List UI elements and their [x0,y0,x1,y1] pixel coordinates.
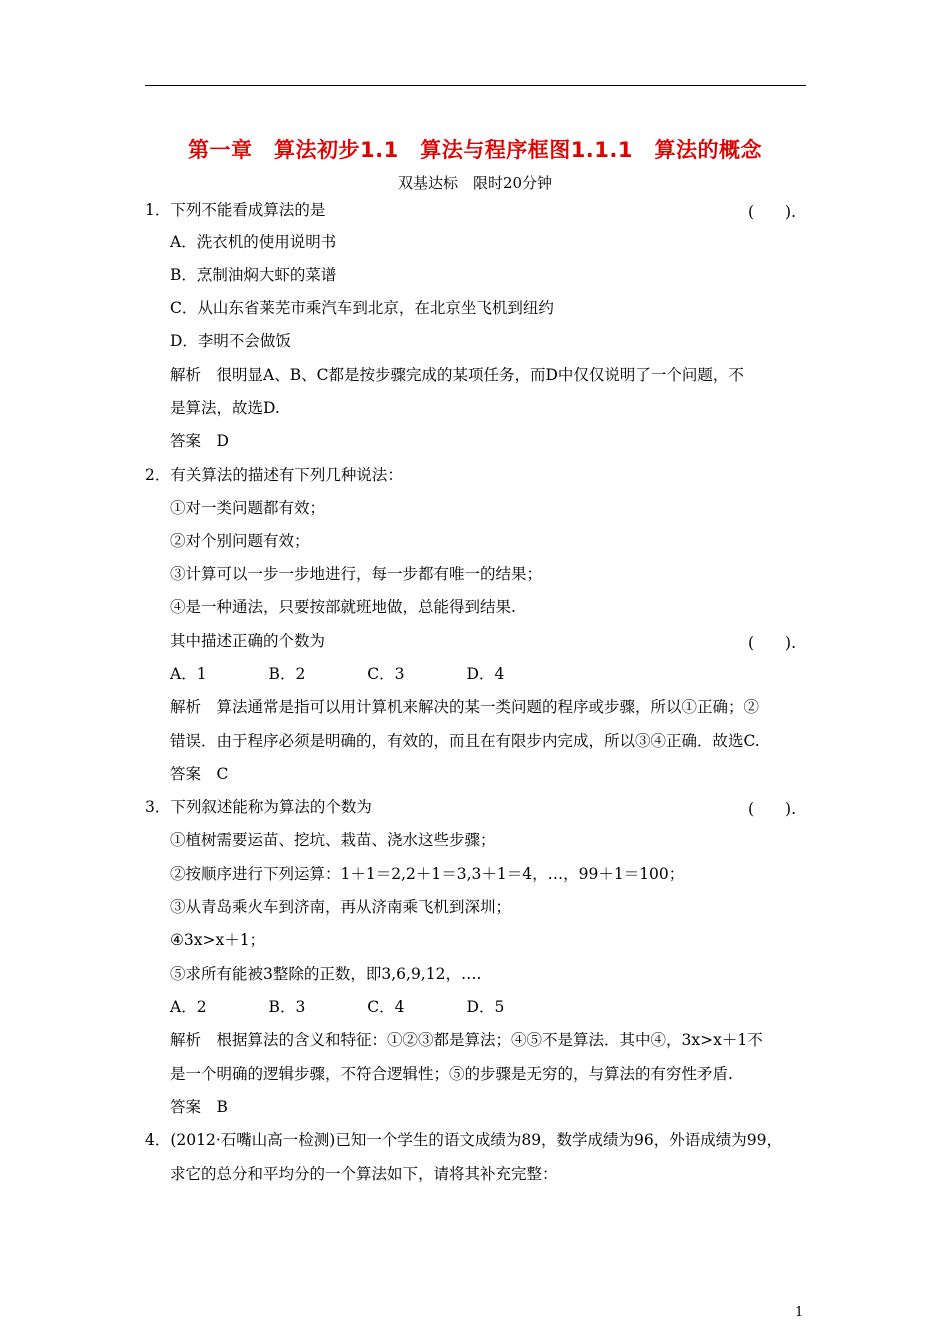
q3-statement-1: ①植树需要运苗、挖坑、栽苗、浇水这些步骤； [170,831,496,849]
q3-statement-5: ⑤求所有能被3整除的正数，即3,6,9,12，…. [170,965,482,983]
q1-analysis-cont: 是算法，故选D. [170,399,280,417]
q3-options: A．2 B．3 C．4 D．5 [170,998,505,1016]
q3-statement-3: ③从青岛乘火车到济南，再从济南乘飞机到深圳； [170,898,512,916]
q2-statement-3: ③计算可以一步一步地进行，每一步都有唯一的结果； [170,565,543,583]
q3-answer-blank: ( ). [748,800,797,818]
q2-analysis-cont: 错误．由于程序必须是明确的，有效的，而且在有限步内完成，所以③④正确．故选C. [170,732,760,750]
q2-analysis: 解析 算法通常是指可以用计算机来解决的某一类问题的程序或步骤，所以①正确；② [170,698,760,716]
q1-answer-blank: ( ). [748,203,797,221]
page-number: 1 [795,1305,804,1320]
q3-analysis-cont: 是一个明确的逻辑步骤，不符合逻辑性；⑤的步骤是无穷的，与算法的有穷性矛盾. [170,1065,733,1083]
question-4-cont: 求它的总分和平均分的一个算法如下，请将其补充完整： [170,1165,558,1183]
question-2: 2．有关算法的描述有下列几种说法： [145,466,403,484]
q1-answer: 答案 D [170,432,229,450]
q2-answer-blank: ( ). [748,634,797,652]
q1-option-d: D．李明不会做饭 [170,332,291,350]
q1-option-c: C．从山东省莱芜市乘汽车到北京，在北京坐飞机到纽约 [170,299,554,317]
q3-analysis: 解析 根据算法的含义和特征：①②③都是算法；④⑤不是算法．其中④，3x>x＋1不 [170,1031,763,1049]
q3-answer: 答案 B [170,1098,228,1116]
page-subtitle: 双基达标 限时20分钟 [397,174,553,192]
q1-option-a: A．洗衣机的使用说明书 [170,233,337,251]
q2-statement-1: ①对一类问题都有效； [170,499,326,517]
q1-analysis: 解析 很明显A、B、C都是按步骤完成的某项任务，而D中仅仅说明了一个问题，不 [170,366,744,384]
q2-statement-4: ④是一种通法，只要按部就班地做，总能得到结果. [170,598,516,616]
question-4: 4．(2012·石嘴山高一检测)已知一个学生的语文成绩为89，数学成绩为96，外语成绩为99， [145,1131,783,1149]
q2-statement-2: ②对个别问题有效； [170,532,310,550]
q3-statement-4: ④3x>x＋1； [170,931,266,949]
q3-statement-2: ②按顺序进行下列运算：1＋1＝2,2＋1＝3,3＋1＝4，…，99＋1＝100； [170,865,685,883]
q2-options: A．1 B．2 C．3 D．4 [170,665,505,683]
q1-option-b: B．烹制油焖大虾的菜谱 [170,266,337,284]
q2-answer: 答案 C [170,765,229,783]
header-rule [145,85,806,86]
question-1: 1．下列不能看成算法的是 [145,201,326,219]
q2-prompt: 其中描述正确的个数为 [170,632,326,650]
page-title: 第一章 算法初步1.1 算法与程序框图1.1.1 算法的概念 [188,138,762,162]
question-3: 3．下列叙述能称为算法的个数为 [145,798,372,816]
